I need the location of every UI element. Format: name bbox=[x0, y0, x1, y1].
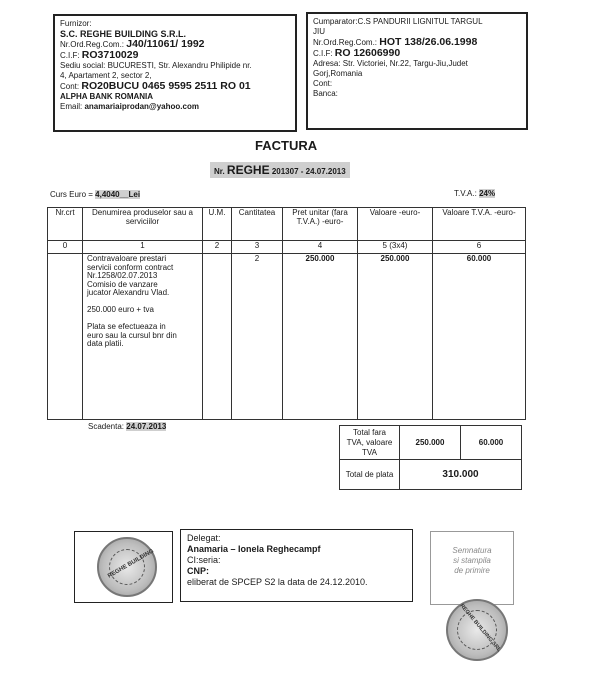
delegate-heading: Delegat: bbox=[187, 533, 221, 543]
totals-table bbox=[339, 425, 522, 490]
delegate-box bbox=[180, 529, 413, 602]
table-index-cell: 0 bbox=[48, 241, 83, 254]
supplier-cif-label: C.I.F: bbox=[60, 51, 80, 60]
buyer-reg-value: HOT 138/26.06.1998 bbox=[379, 36, 478, 48]
supplier-reg-value: J40/11061/ 1992 bbox=[126, 38, 205, 50]
tva-rate-label: T.V.A.: bbox=[454, 189, 477, 198]
totals-label-line: Total fara bbox=[353, 427, 386, 437]
company-stamp-right bbox=[446, 599, 508, 661]
receipt-line: Semnatura bbox=[452, 546, 492, 555]
due-date bbox=[88, 422, 166, 431]
totals-without-tva-value: 250.000 bbox=[400, 426, 461, 460]
due-date-label: Scadenta: bbox=[88, 422, 125, 431]
item-unit-price-cell: 250.000 bbox=[283, 254, 358, 420]
table-header-cell: Pret unitar (fara T.V.A.) -euro- bbox=[283, 208, 358, 241]
supplier-box bbox=[53, 14, 297, 132]
item-quantity-cell: 2 bbox=[232, 254, 283, 420]
delegate-issued: eliberat de SPCEP S2 la data de 24.12.2010. bbox=[187, 577, 368, 587]
table-row bbox=[48, 254, 526, 420]
table-index-cell: 4 bbox=[283, 241, 358, 254]
due-date-value: 24.07.2013 bbox=[126, 422, 167, 431]
item-nr-cell bbox=[48, 254, 83, 420]
buyer-bank-label: Banca: bbox=[313, 89, 338, 98]
table-index-row bbox=[48, 241, 526, 254]
item-description-line: Plata se efectueaza in bbox=[87, 322, 166, 331]
table-index-cell: 5 (3x4) bbox=[358, 241, 433, 254]
table-index-cell: 6 bbox=[433, 241, 526, 254]
item-description-line: euro sau la cursul bnr din bbox=[87, 330, 177, 340]
buyer-cif-label: C.I.F: bbox=[313, 49, 333, 58]
supplier-name: S.C. REGHE BUILDING S.R.L. bbox=[60, 29, 187, 39]
table-index-cell: 3 bbox=[232, 241, 283, 254]
totals-label-line: TVA bbox=[362, 447, 377, 457]
item-description-line: Comisio de vanzare bbox=[87, 279, 158, 289]
exchange-rate-value: 4,4040__Lei bbox=[95, 190, 141, 199]
supplier-account-value: RO20BUCU 0465 9595 2511 RO 01 bbox=[81, 80, 251, 92]
invoice-title: FACTURA bbox=[255, 138, 318, 153]
buyer-cif-value: RO 12606990 bbox=[334, 47, 401, 59]
delegate-name: Anamaria – Ionela Reghecampf bbox=[187, 544, 321, 554]
item-description-line: jucator Alexandru Vlad. bbox=[87, 288, 170, 297]
totals-grand-total-value: 310.000 bbox=[400, 460, 522, 490]
item-description-line: data platii. bbox=[87, 339, 124, 348]
invoice-number-date: 201307 - 24.07.2013 bbox=[271, 167, 346, 176]
stamp-text: REGHE BUILDING SRL bbox=[458, 603, 502, 653]
item-tva-cell: 60.000 bbox=[433, 254, 526, 420]
table-index-cell: 1 bbox=[83, 241, 203, 254]
table-header-cell: Valoare T.V.A. -euro- bbox=[433, 208, 526, 241]
tva-rate-value: 24% bbox=[479, 189, 496, 198]
tva-rate bbox=[454, 189, 495, 198]
table-header-cell: U.M. bbox=[203, 208, 232, 241]
invoice-series: REGHE bbox=[226, 163, 270, 177]
left-stamp-box bbox=[74, 531, 173, 603]
supplier-email-value: anamariaiprodan@yahoo.com bbox=[84, 102, 199, 111]
exchange-rate bbox=[50, 190, 140, 199]
company-stamp bbox=[97, 537, 157, 597]
item-description-line: Nr.1258/02.07.2013 bbox=[87, 271, 158, 280]
totals-grand-total-label: Total de plata bbox=[340, 460, 400, 490]
totals-tva-value: 60.000 bbox=[461, 426, 522, 460]
delegate-ci-label: CI:seria: bbox=[187, 555, 221, 565]
exchange-rate-label: Curs Euro = bbox=[50, 190, 93, 199]
stamp-text: REGHE BUILDING bbox=[106, 548, 156, 580]
totals-row-without-tva bbox=[340, 426, 522, 460]
supplier-heading: Furnizor: bbox=[60, 19, 92, 28]
invoice-nr-label: Nr. bbox=[214, 167, 225, 176]
supplier-email-label: Email: bbox=[60, 102, 83, 111]
totals-without-tva-label bbox=[340, 426, 400, 460]
item-description-line: servicii conform contract bbox=[87, 262, 174, 272]
table-header-cell: Nr.crt bbox=[48, 208, 83, 241]
receipt-signature-box bbox=[430, 531, 514, 605]
supplier-account-label: Cont: bbox=[60, 82, 80, 91]
supplier-address-2: 4, Apartament 2, sector 2, bbox=[60, 71, 152, 80]
supplier-bank: ALPHA BANK ROMANIA bbox=[60, 92, 154, 101]
totals-label-line: TVA, valoare bbox=[346, 437, 393, 447]
delegate-cnp-label: CNP: bbox=[187, 566, 209, 576]
item-um-cell bbox=[203, 254, 232, 420]
item-value-cell: 250.000 bbox=[358, 254, 433, 420]
buyer-heading-1: Cumparator:C.S PANDURII LIGNITUL TARGUL bbox=[313, 17, 483, 26]
supplier-address-1: Sediu social: BUCURESTI, Str. Alexandru Philipide nr. bbox=[60, 61, 252, 70]
table-header-row bbox=[48, 208, 526, 241]
item-description-line: 250.000 euro + tva bbox=[87, 305, 154, 314]
receipt-line: de primire bbox=[454, 566, 490, 575]
table-header-cell: Valoare -euro- bbox=[358, 208, 433, 241]
table-header-cell: Denumirea produselor sau a serviciilor bbox=[83, 208, 203, 241]
supplier-cif-value: RO3710029 bbox=[81, 49, 139, 61]
items-table bbox=[47, 207, 526, 420]
buyer-reg-label: Nr.Ord.Reg.Com.: bbox=[313, 38, 378, 47]
invoice-number-block bbox=[210, 162, 350, 178]
buyer-address-2: Gorj,Romania bbox=[313, 69, 363, 78]
buyer-address-1: Adresa: Str. Victoriei, Nr.22, Targu-Jiu,Judet bbox=[313, 59, 468, 68]
table-header-cell: Cantitatea bbox=[232, 208, 283, 241]
item-description-line: Contravaloare prestari bbox=[87, 254, 167, 263]
supplier-reg-label: Nr.Ord.Reg.Com.: bbox=[60, 40, 125, 49]
totals-row-grand-total bbox=[340, 460, 522, 490]
table-index-cell: 2 bbox=[203, 241, 232, 254]
buyer-heading-2: JIU bbox=[313, 27, 325, 36]
buyer-box bbox=[306, 12, 528, 130]
buyer-account-label: Cont: bbox=[313, 79, 333, 88]
item-description-cell bbox=[83, 254, 203, 420]
receipt-line: si stampila bbox=[453, 556, 491, 565]
